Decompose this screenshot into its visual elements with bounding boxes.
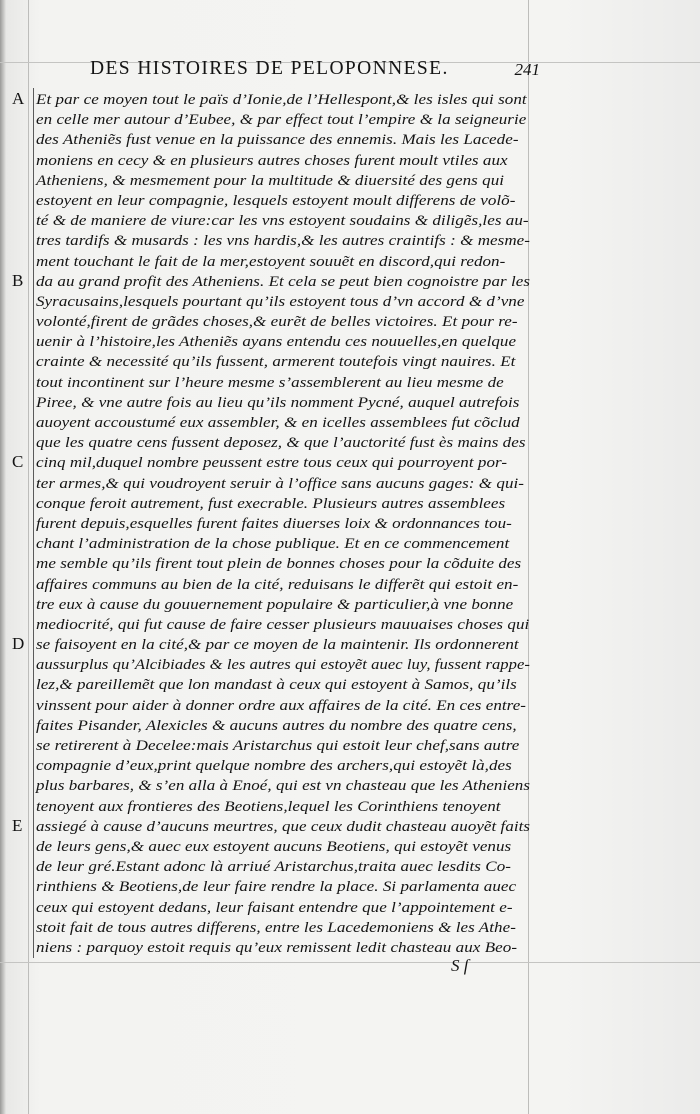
line-text: niens : parquoy estoit requis qu’eux remissent ledit chasteau aux Beo- — [36, 938, 518, 956]
text-line — [36, 674, 530, 694]
section-marker: E — [12, 815, 23, 835]
line-text: faites Pisander, Alexicles & aucuns autres du nombre des quatre cens, — [36, 716, 517, 734]
line-text: tres tardifs & musards : les vns hardis,& les autres craintifs : & mesme- — [36, 232, 530, 250]
text-line — [36, 775, 530, 795]
line-text: de leurs gens,& auec eux estoyent aucuns Beotiens, qui estoyẽt venus — [36, 837, 512, 855]
text-line — [12, 270, 530, 291]
running-title: DES HISTOIRES DE PELOPONNESE. — [90, 58, 449, 79]
text-line — [36, 695, 530, 715]
line-text: tre eux à cause du gouuernement populaire & particulier,à vne bonne — [36, 595, 514, 613]
text-line — [36, 493, 530, 513]
text-line — [36, 755, 530, 775]
text-line — [36, 311, 530, 331]
line-text: cinq mil,duquel nombre peussent estre tous ceux qui pourroyent por- — [36, 454, 508, 472]
line-text: conque feroit autrement, fust execrable. Plusieurs autres assemblees — [36, 494, 506, 512]
section-marker: D — [12, 634, 25, 654]
text-line — [36, 372, 530, 392]
line-text: lez,& pareillemẽt que lon mandast à ceux qui estoyent à Samos, qu’ils — [36, 676, 517, 694]
line-text: stoit fait de tous autres differens, entre les Lacedemoniens & les Athe- — [36, 918, 516, 936]
text-line — [36, 251, 530, 271]
line-text: té & de maniere de viure:car les vns estoyent soudains & diligẽs,les au- — [36, 212, 529, 230]
line-text: vinssent pour aider à donner ordre aux affaires de la cité. En ces entre- — [36, 696, 527, 714]
line-text: rinthiens & Beotiens,de leur faire rendre la place. Si parlamenta auec — [36, 878, 517, 896]
text-line — [36, 654, 530, 674]
line-text: se faisoyent en la cité,& par ce moyen de la maintenir. Ils ordonnerent — [36, 636, 519, 654]
line-text: tenoyent aux frontieres des Beotiens,lequel les Corinthiens tenoyent — [36, 797, 501, 815]
text-line — [36, 836, 530, 856]
line-text: plus barbares, & s’en alla à Enoé, qui est vn chasteau que les Atheniens — [36, 777, 530, 795]
text-line — [36, 230, 530, 250]
text-line — [36, 533, 530, 553]
text-line — [36, 412, 530, 432]
line-text: Et par ce moyen tout le païs d’Ionie,de l’Hellespont,& les isles qui sont — [36, 91, 527, 108]
line-text: compagnie d’eux,print quelque nombre des archers,qui estoyẽt là,des — [36, 757, 512, 775]
text-line — [36, 190, 530, 210]
line-text: aussurplus qu’Alcibiades & les autres qui estoyẽt auec luy, fussent rappe- — [36, 656, 530, 674]
line-text: en celle mer autour d’Eubee, & par effect tout l’empire & la seigneurie — [36, 111, 527, 129]
text-line — [36, 170, 530, 190]
folio-number: 241 — [514, 60, 540, 79]
line-text: se retirerent à Decelee:mais Aristarchus qui estoit leur chef,sans autre — [36, 737, 520, 754]
text-line — [12, 89, 530, 109]
section-marker: B — [12, 270, 24, 290]
line-text: me semble qu’ils firent tout plein de bonnes choses pour la cõduite des — [36, 555, 522, 573]
line-text: que les quatre cens fussent deposez, & que l’auctorité fust ès mains des — [36, 434, 526, 452]
text-line — [36, 553, 530, 573]
text-line — [36, 594, 530, 614]
text-line — [36, 291, 530, 311]
page-edge-shadow — [0, 0, 6, 1114]
text-line — [36, 715, 530, 735]
text-line — [36, 109, 530, 129]
text-line — [36, 331, 530, 351]
line-text: tout incontinent sur l’heure mesme s’assemblerent au lieu mesme de — [36, 373, 504, 391]
text-line — [36, 574, 530, 594]
section-marker: A — [12, 89, 25, 108]
text-line — [36, 735, 530, 755]
scan-rule-bottom — [0, 962, 700, 963]
line-text: affaires communs au bien de la cité, reduisans le differẽt qui estoit en- — [36, 575, 519, 593]
text-line — [12, 815, 531, 836]
line-text: uenir à l’histoire,les Atheniẽs ayans entendu ces nouuelles,en quelque — [36, 333, 517, 351]
section-marker: C — [12, 452, 24, 472]
line-text: assiegé à cause d’aucuns meurtres, que ceux dudit chasteau auoyẽt faits — [36, 817, 531, 835]
line-text: moniens en cecy & en plusieurs autres choses furent moult vtiles aux — [36, 151, 508, 169]
text-line — [36, 614, 530, 634]
line-text: Syracusains,lesquels pourtant qu’ils estoyent tous d’vn accord & d’vne — [36, 292, 525, 310]
line-text: de leur gré.Estant adonc là arriué Aristarchus,traita auec lesdits Co- — [36, 858, 511, 876]
text-line — [36, 129, 530, 149]
line-text: des Atheniẽs fust venue en la puissance des ennemis. Mais les Lacede- — [36, 131, 519, 149]
line-text: volonté,firent de grãdes choses,& eurẽt de belles victoires. Et pour re- — [36, 313, 518, 331]
body-text — [12, 89, 531, 957]
text-line — [12, 452, 530, 472]
text-line — [36, 876, 530, 896]
text-line — [36, 150, 530, 170]
line-text: Atheniens, & mesmement pour la multitude & diuersité des gens qui — [36, 171, 505, 189]
line-text: ceux qui estoyent dedans, leur faisant entendre que l’appointement e- — [36, 898, 513, 916]
line-text: mediocrité, qui fut cause de faire cesser plusieurs mauuaises choses qui — [36, 615, 530, 633]
text-line — [36, 432, 530, 452]
text-line — [12, 634, 530, 654]
line-text: auoyent accoustumé eux assembler, & en icelles assemblees fut cõclud — [36, 414, 520, 431]
text-line — [36, 351, 530, 371]
page-header — [90, 58, 540, 84]
text-line — [36, 513, 530, 533]
catchword: S ſ — [451, 956, 469, 975]
line-text: ter armes,& qui voudroyent seruir à l’office sans aucuns gages: & qui- — [36, 474, 525, 492]
line-text: Piree, & vne autre fois au lieu qu’ils nomment Pycné, auquel autrefois — [36, 393, 520, 411]
text-line — [36, 897, 530, 917]
text-line — [36, 796, 530, 816]
line-text: crainte & necessité qu’ils fussent, armerent toutefois vingt nauires. Et — [36, 353, 516, 371]
text-line — [36, 917, 530, 937]
text-line — [36, 937, 530, 957]
line-text: da au grand profit des Atheniens. Et cela se peut bien cognoistre par les — [36, 272, 530, 290]
scan-fold-line-left — [28, 0, 29, 1114]
margin-rule — [33, 88, 34, 958]
text-line — [36, 210, 530, 230]
line-text: ment touchant le fait de la mer,estoyent souuẽt en discord,qui redon- — [36, 252, 506, 270]
text-line — [36, 473, 530, 493]
line-text: estoyent en leur compagnie, lesquels estoyent moult differens de volõ- — [36, 191, 516, 209]
line-text: chant l’administration de la chose publique. Et en ce commencement — [36, 535, 510, 553]
line-text: furent depuis,esquelles furent faites diuerses loix & ordonnances tou- — [36, 514, 512, 532]
text-line — [36, 392, 530, 412]
text-line — [36, 856, 530, 876]
